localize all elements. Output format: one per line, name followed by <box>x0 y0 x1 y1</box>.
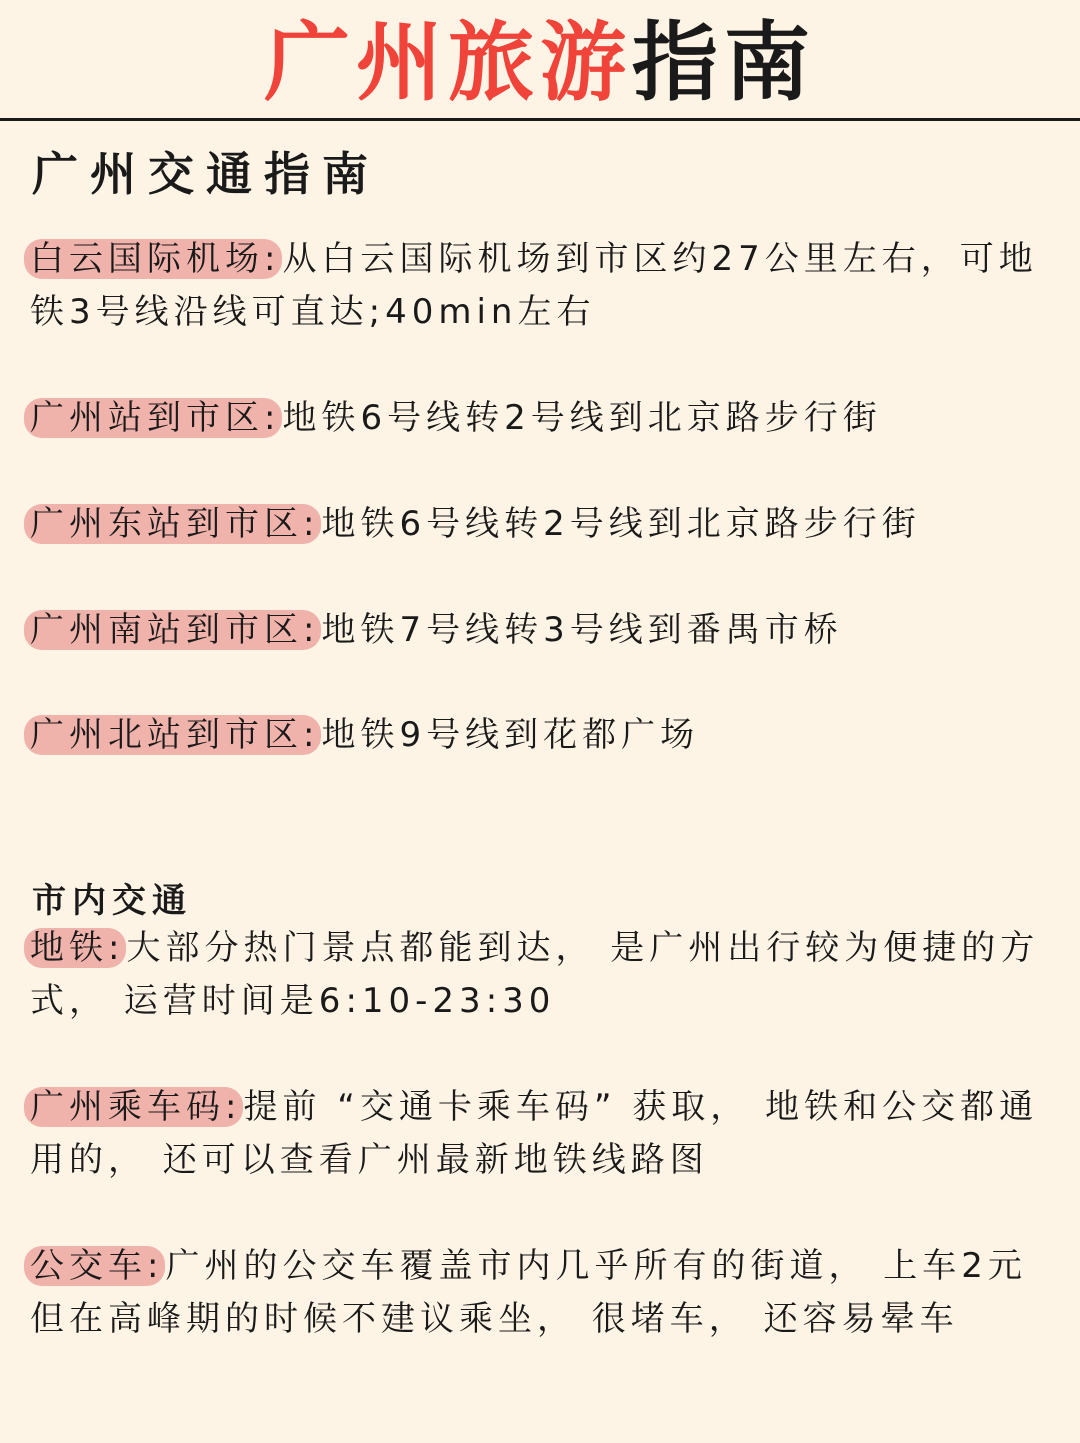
item-label: 白云国际机场: <box>24 239 282 279</box>
transport-item-east-station <box>30 498 1040 551</box>
item-label: 地铁: <box>24 928 126 968</box>
item-text: 地铁6号线转2号线到北京路步行街 <box>321 504 921 544</box>
item-label: 广州乘车码: <box>24 1087 243 1127</box>
item-label: 公交车: <box>24 1246 165 1286</box>
item-text: 广州的公交车覆盖市内几乎所有的街道， 上车2元但在高峰期的时候不建议乘坐， 很堵车， 还容易晕车 <box>30 1246 1027 1339</box>
item-text: 提前 “交通卡乘车码” 获取， 地铁和公交都通用的， 还可以查看广州最新地铁线路图 <box>30 1087 1039 1180</box>
city-item-ride-code <box>30 1081 1040 1187</box>
item-label: 广州东站到市区: <box>24 504 321 544</box>
city-item-bus <box>30 1240 1040 1346</box>
title-black-part: 指南 <box>632 13 816 113</box>
item-label: 广州站到市区: <box>24 398 282 438</box>
item-text: 地铁7号线转3号线到番禺市桥 <box>321 610 843 650</box>
city-item-metro <box>30 922 1040 1028</box>
item-label: 广州南站到市区: <box>24 610 321 650</box>
header <box>0 0 1080 121</box>
transport-item-south-station <box>30 604 1040 657</box>
page-title <box>264 13 816 113</box>
section-title-transport: 广州交通指南 <box>32 147 380 201</box>
transport-item-airport <box>30 233 1040 339</box>
item-text: 从白云国际机场到市区约27公里左右，可地铁3号线沿线可直达;40min左右 <box>30 239 1038 332</box>
transport-item-north-station <box>30 709 1040 762</box>
item-text: 大部分热门景点都能到达， 是广州出行较为便捷的方式， 运营时间是6:10-23:30 <box>30 928 1040 1021</box>
title-red-part: 广州旅游 <box>264 13 632 113</box>
transport-item-guangzhou-station <box>30 392 1040 445</box>
item-label: 广州北站到市区: <box>24 715 321 755</box>
section-title-city-transport: 市内交通 <box>32 881 192 921</box>
item-text: 地铁9号线到花都广场 <box>321 715 700 755</box>
item-text: 地铁6号线转2号线到北京路步行街 <box>282 398 882 438</box>
